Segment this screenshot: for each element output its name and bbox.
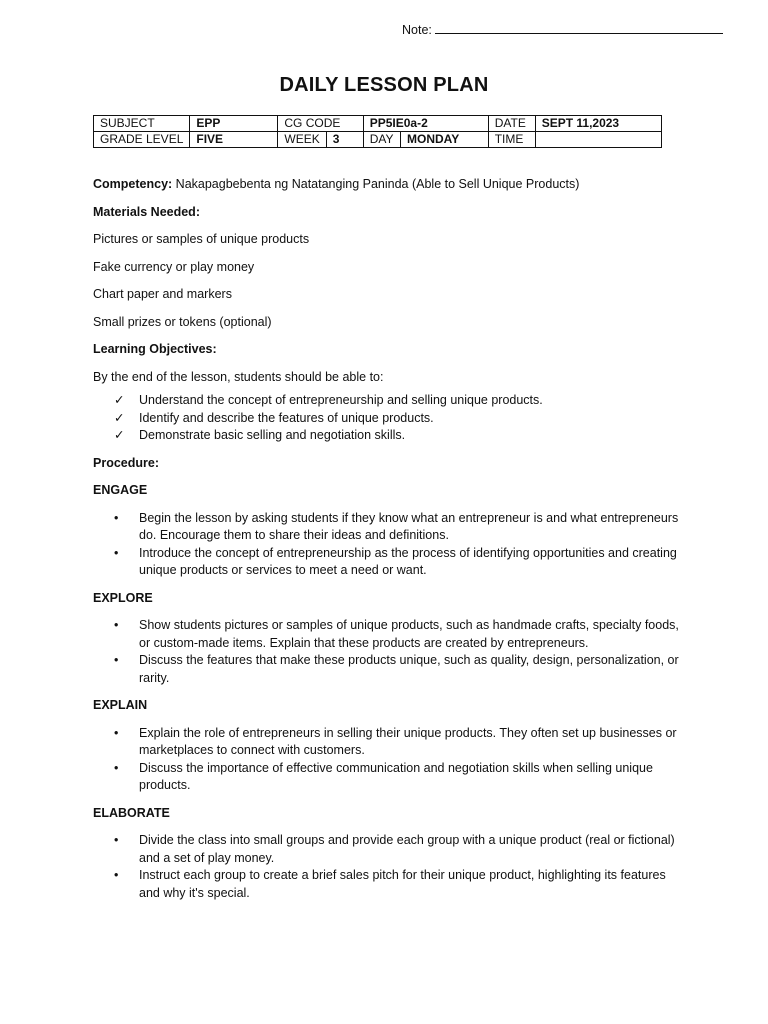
explore-list bbox=[93, 617, 683, 687]
bullet-icon: • bbox=[114, 725, 119, 740]
subject-label: SUBJECT bbox=[94, 116, 190, 132]
bullet-icon: • bbox=[114, 545, 119, 560]
note-blank-line bbox=[435, 21, 723, 34]
list-item-text: Discuss the importance of effective communication and negotiation skills when selling unique products. bbox=[139, 760, 653, 792]
objective-text: Identify and describe the features of unique products. bbox=[139, 410, 434, 425]
bullet-icon: • bbox=[114, 653, 119, 667]
list-item-text: Show students pictures or samples of unique products, such as handmade crafts, specialty foods, or custom-made items. Explain that these products are created by entrepreneurs. bbox=[139, 618, 679, 650]
list-item bbox=[93, 617, 683, 652]
objective-item bbox=[93, 410, 683, 428]
day-value: MONDAY bbox=[401, 132, 489, 148]
list-item-text: Explain the role of entrepreneurs in selling their unique products. They often set up businesses or marketplaces to connect with customers. bbox=[139, 725, 677, 757]
objectives-list bbox=[93, 392, 683, 445]
bullet-icon: • bbox=[114, 868, 119, 882]
note-label: Note: bbox=[402, 23, 432, 37]
material-item: Chart paper and markers bbox=[93, 287, 232, 301]
subject-value: EPP bbox=[190, 116, 278, 132]
cg-code-value: PP5IE0a-2 bbox=[363, 116, 488, 132]
list-item bbox=[93, 725, 683, 760]
list-item-text: Begin the lesson by asking students if they know what an entrepreneur is and what entrepreneurs do. Encourage them to share their ideas and definitions. bbox=[139, 510, 679, 542]
list-item bbox=[93, 545, 683, 580]
objective-item bbox=[93, 392, 683, 410]
lesson-info-table bbox=[93, 115, 662, 148]
bullet-icon: • bbox=[114, 760, 119, 775]
grade-level-value: FIVE bbox=[190, 132, 278, 148]
engage-heading: ENGAGE bbox=[93, 483, 148, 497]
checkmark-icon: ✓ bbox=[114, 393, 125, 407]
engage-list bbox=[93, 510, 683, 580]
material-item: Pictures or samples of unique products bbox=[93, 232, 310, 246]
objective-text: Demonstrate basic selling and negotiation skills. bbox=[139, 428, 406, 442]
list-item bbox=[93, 832, 683, 867]
grade-level-label: GRADE LEVEL bbox=[94, 132, 190, 148]
time-value bbox=[535, 132, 661, 148]
date-value: SEPT 11,2023 bbox=[535, 116, 661, 132]
list-item bbox=[93, 510, 683, 545]
date-label: DATE bbox=[488, 116, 535, 132]
bullet-icon: • bbox=[114, 618, 119, 632]
objectives-intro: By the end of the lesson, students should be able to: bbox=[93, 369, 384, 384]
material-item: Fake currency or play money bbox=[93, 259, 255, 274]
list-item-text: Introduce the concept of entrepreneurship as the process of identifying opportunities and creating unique products or services to meet a need or want. bbox=[139, 545, 677, 577]
note-field bbox=[402, 21, 723, 37]
list-item bbox=[93, 652, 683, 687]
materials-heading: Materials Needed: bbox=[93, 204, 200, 219]
lesson-content bbox=[93, 176, 683, 912]
competency-label: Competency: bbox=[93, 177, 173, 191]
competency-text: Nakapagbebenta ng Natatanging Paninda (Able to Sell Unique Products) bbox=[172, 177, 580, 191]
checkmark-icon: ✓ bbox=[114, 410, 125, 425]
material-item: Small prizes or tokens (optional) bbox=[93, 314, 272, 329]
cg-code-label: CG CODE bbox=[278, 116, 363, 132]
week-value: 3 bbox=[326, 132, 363, 148]
list-item bbox=[93, 760, 683, 795]
bullet-icon: • bbox=[114, 510, 119, 525]
objectives-heading: Learning Objectives: bbox=[93, 342, 217, 356]
day-label: DAY bbox=[363, 132, 400, 148]
time-label: TIME bbox=[488, 132, 535, 148]
week-label: WEEK bbox=[278, 132, 326, 148]
list-item-text: Discuss the features that make these products unique, such as quality, design, personalization, or rarity. bbox=[139, 653, 679, 685]
page-title: DAILY LESSON PLAN bbox=[279, 74, 489, 96]
bullet-icon: • bbox=[114, 833, 119, 847]
procedure-heading: Procedure: bbox=[93, 455, 159, 470]
list-item-text: Divide the class into small groups and provide each group with a unique product (real or fictional) and a set of play money. bbox=[139, 833, 675, 865]
list-item bbox=[93, 867, 683, 902]
explain-heading: EXPLAIN bbox=[93, 698, 148, 712]
elaborate-heading: ELABORATE bbox=[93, 805, 170, 820]
explain-list bbox=[93, 725, 683, 795]
checkmark-icon: ✓ bbox=[114, 428, 125, 442]
info-row-1 bbox=[94, 116, 662, 132]
info-row-2 bbox=[94, 132, 662, 148]
explore-heading: EXPLORE bbox=[93, 590, 153, 605]
objective-text: Understand the concept of entrepreneurship and selling unique products. bbox=[139, 393, 543, 407]
elaborate-list bbox=[93, 832, 683, 902]
list-item-text: Instruct each group to create a brief sales pitch for their unique product, highlighting its features and why it's special. bbox=[139, 868, 666, 900]
objective-item bbox=[93, 427, 683, 445]
competency bbox=[93, 176, 683, 194]
